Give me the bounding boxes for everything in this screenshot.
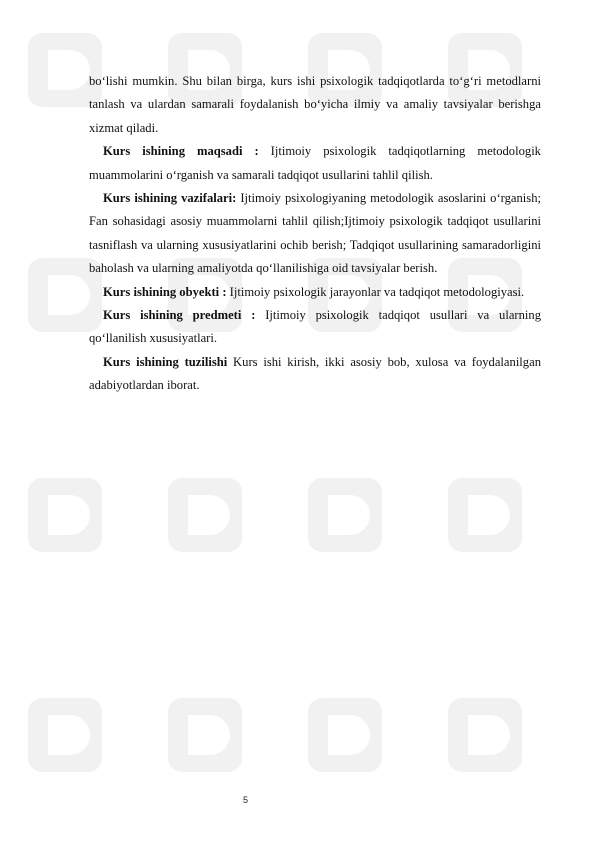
purpose-text: Ijtimoiy psixologik tadqiqotlarning metodologik muammolarini o‘rganish va samarali tadqiqot usullarini tahlil qilish. [89, 144, 541, 182]
document-body [89, 70, 541, 398]
watermark-logo-icon [20, 690, 110, 780]
watermark-logo-icon [440, 470, 530, 560]
object-label: Kurs ishining obyekti : [103, 284, 227, 299]
structure-label: Kurs ishining tuzilishi [103, 354, 228, 369]
paragraph-tasks [89, 187, 541, 281]
watermark-logo-icon [300, 470, 390, 560]
paragraph-text: bo‘lishi mumkin. Shu bilan birga, kurs ishi psixologik tadqiqotlarda to‘g‘ri metodlarni tanlash va ulardan samarali foydalanish bo‘yicha ilmiy va amaliy tavsiyalar berishga xizmat qiladi. [89, 74, 541, 135]
paragraph-purpose [89, 140, 541, 187]
tasks-text: Ijtimoiy psixologiyaning metodologik asoslarini o‘rganish; Fan sohasidagi asosiy muammolarni tahlil qilish;Ijtimoiy psixologik tadqiqot usullarini tasniflash va ularning xususiyatlarini ochib berish; Tadqiqot usullarining samaradorligini baholash va ularning amaliyotda qo‘llanilishiga oid tavsiyalar berish. [89, 191, 542, 276]
paragraph-object [89, 281, 541, 304]
page-number: 5 [243, 795, 249, 805]
paragraph-structure [89, 351, 541, 398]
paragraph-intro-continuation [89, 70, 541, 140]
object-text: Ijtimoiy psixologik jarayonlar va tadqiqot metodologiyasi. [226, 284, 525, 299]
watermark-logo-icon [160, 690, 250, 780]
structure-text: Kurs ishi kirish, ikki asosiy bob, xulosa va foydalanilgan adabiyotlardan iborat. [89, 354, 541, 393]
watermark-logo-icon [20, 470, 110, 560]
watermark-logo-icon [300, 690, 390, 780]
paragraph-subject [89, 304, 541, 351]
watermark-logo-icon [160, 470, 250, 560]
subject-label: Kurs ishining predmeti : [103, 308, 256, 323]
purpose-label: Kurs ishining maqsadi : [103, 144, 259, 159]
tasks-label: Kurs ishining vazifalari: [103, 191, 237, 206]
subject-text: Ijtimoiy psixologik tadqiqot usullari va ularning qo‘llanilish xususiyatlari. [89, 308, 541, 346]
watermark-logo-icon [440, 690, 530, 780]
